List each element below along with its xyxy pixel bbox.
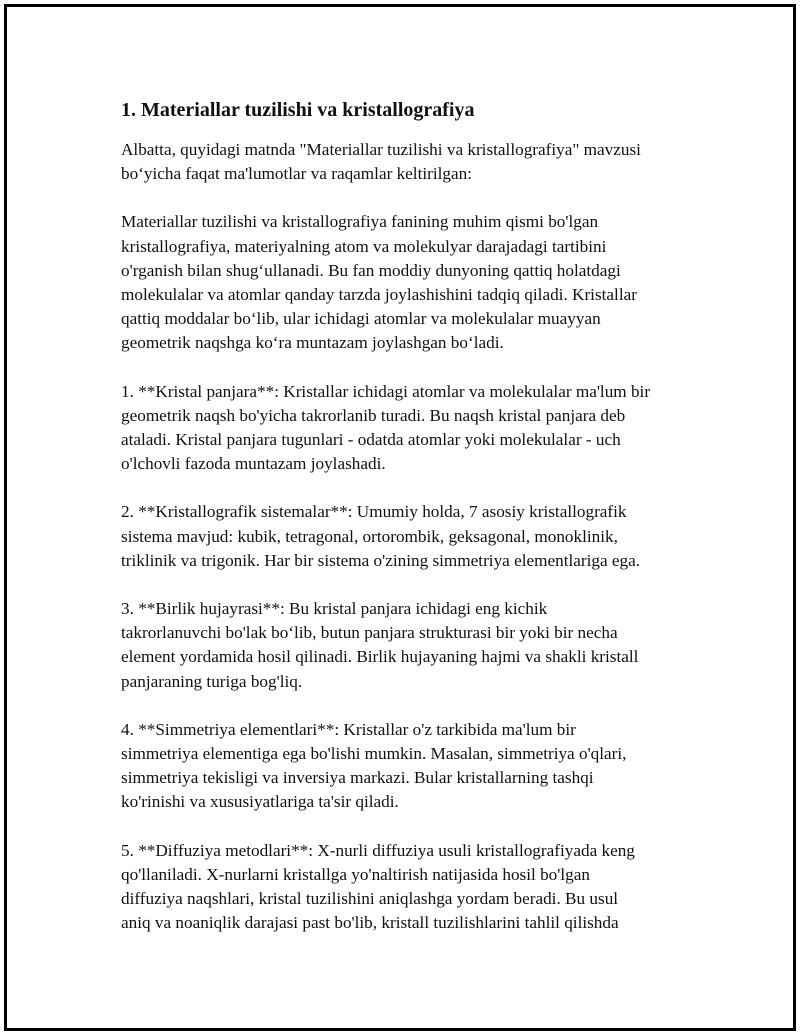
text-line: kristallografiya, materiyalning atom va molekulyar darajadagi tartibini [121, 236, 607, 256]
section-diffusion-methods [121, 839, 701, 936]
text-line: element yordamida hosil qilinadi. Birlik hujayaning hajmi va shakli kristall [121, 647, 639, 667]
overview-paragraph [121, 210, 701, 355]
text-line: 2. **Kristallografik sistemalar**: Umumiy holda, 7 asosiy kristallografik [121, 502, 627, 522]
text-line: o'lchovli fazoda muntazam joylashadi. [121, 454, 386, 474]
text-line: diffuziya naqshlari, kristal tuzilishini aniqlashga yordam beradi. Bu usul [121, 889, 619, 909]
text-line: ko'rinishi va xususiyatlariga ta'sir qiladi. [121, 792, 399, 812]
section-unit-cell [121, 597, 701, 694]
text-line: simmetriya elementiga ega bo'lishi mumkin. Masalan, simmetriya o'qlari, [121, 744, 627, 764]
text-line: aniq va noaniqlik darajasi past bo'lib, kristall tuzilishlarini tahlil qilishda [121, 913, 619, 933]
text-line: qattiq moddalar bo‘lib, ular ichidagi atomlar va molekulalar muayyan [121, 309, 601, 329]
text-line: takrorlanuvchi bo'lak bo‘lib, butun panjara strukturasi bir yoki bir necha [121, 623, 618, 643]
text-line: 3. **Birlik hujayrasi**: Bu kristal panjara ichidagi eng kichik [121, 599, 548, 619]
text-line: bo‘yicha faqat ma'lumotlar va raqamlar keltirilgan: [121, 164, 473, 184]
text-line: ataladi. Kristal panjara tugunlari - odatda atomlar yoki molekulalar - uch [121, 430, 621, 450]
section-symmetry-elements [121, 718, 701, 815]
text-line: Albatta, quyidagi matnda "Materiallar tuzilishi va kristallografiya" mavzusi [121, 140, 641, 159]
text-line: 1. **Kristal panjara**: Kristallar ichidagi atomlar va molekulalar ma'lum bir [121, 381, 651, 401]
text-line: triklinik va trigonik. Har bir sistema o'zining simmetriya elementlariga ega. [121, 550, 641, 570]
text-line: qo'llaniladi. X-nurlarni kristallga yo'naltirish natijasida hosil bo'lgan [121, 864, 590, 884]
document-page [4, 4, 796, 1031]
text-line: geometrik naqshga ko‘ra muntazam joylashgan bo‘ladi. [121, 333, 504, 353]
text-line: o'rganish bilan shug‘ullanadi. Bu fan moddiy dunyoning qattiq holatdagi [121, 260, 621, 280]
intro-paragraph [121, 138, 701, 186]
section-crystal-lattice [121, 380, 701, 477]
text-line: 4. **Simmetriya elementlari**: Kristallar o'z tarkibida ma'lum bir [121, 719, 576, 739]
document-title: 1. Materiallar tuzilishi va kristallografiya [121, 99, 475, 121]
section-crystallographic-systems [121, 500, 701, 573]
text-line: geometrik naqsh bo'yicha takrorlanib turadi. Bu naqsh kristal panjara deb [121, 405, 626, 425]
document-content [121, 95, 701, 959]
text-line: panjaraning turiga bog'liq. [121, 671, 303, 691]
text-line: Materiallar tuzilishi va kristallografiya fanining muhim qismi bo'lgan [121, 212, 599, 232]
text-line: simmetriya tekisligi va inversiya markazi. Bular kristallarning tashqi [121, 768, 594, 788]
text-line: 5. **Diffuziya metodlari**: X-nurli diffuziya usuli kristallografiyada keng [121, 840, 635, 860]
text-line: sistema mavjud: kubik, tetragonal, ortorombik, geksagonal, monoklinik, [121, 526, 618, 546]
text-line: molekulalar va atomlar qanday tarzda joylashishini tadqiq qiladi. Kristallar [121, 285, 637, 305]
